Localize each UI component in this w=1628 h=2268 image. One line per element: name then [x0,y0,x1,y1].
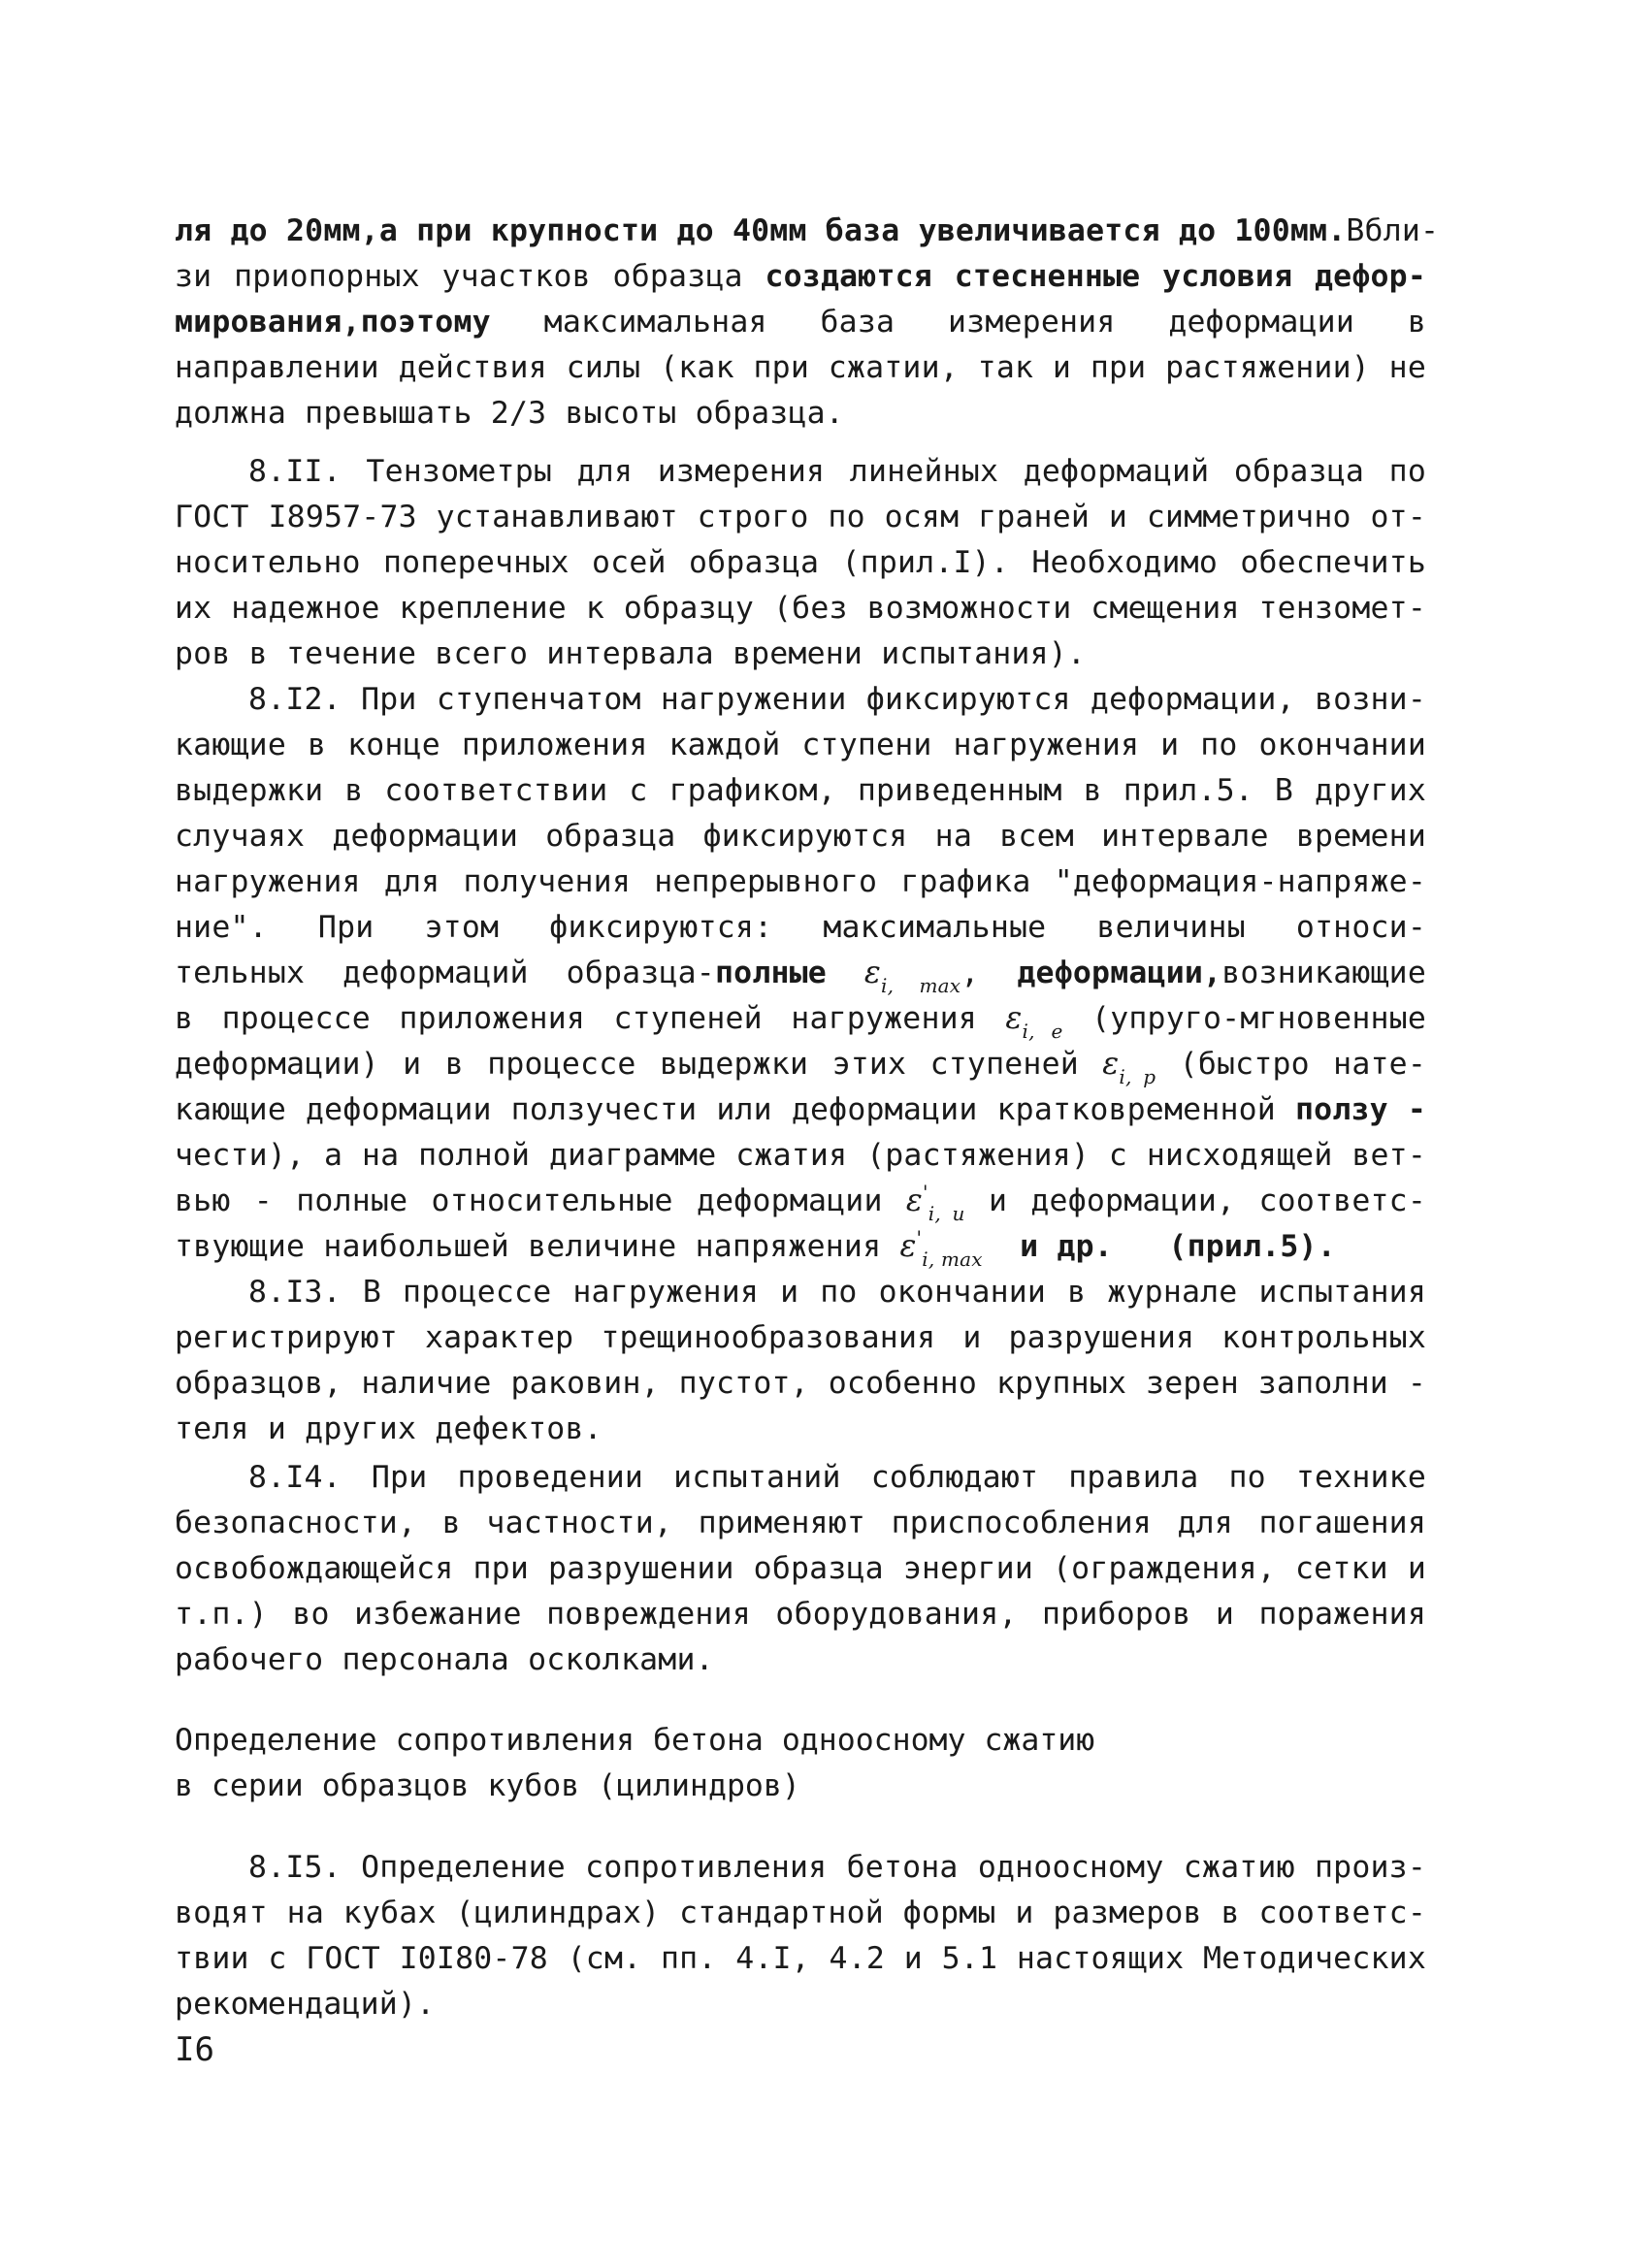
epsilon-glyph: ε [905,1183,924,1218]
epsilon-glyph: ε [1102,1047,1120,1082]
text-line [175,1224,1426,1272]
text-line: рабочего персонала осколками. [175,1642,714,1677]
text-line: ние". При этом фиксируются: максимальные величины относи- [175,910,1426,945]
text-line: теля и других дефектов. [175,1411,602,1446]
text-line [175,996,1426,1044]
text-line: рекомендаций). [175,1987,436,2022]
text-line: нагружения для получения непрерывного графика "деформация-напряже- [175,864,1426,899]
epsilon-symbol [899,1226,983,1271]
text-line: безопасности, в частности, применяют приспособления для погашения [175,1506,1426,1540]
text-line: образцов, наличие раковин, пустот, особенно крупных зерен заполни - [175,1366,1426,1401]
text-fragment: максимальная база измерения деформации в [543,305,1426,340]
epsilon-symbol [863,956,961,997]
text-line: чести), а на полной диаграмме сжатия (растяжения) с нисходящей вет- [175,1138,1426,1173]
text-fragment: в процессе приложения ступеней нагружения [175,1001,977,1036]
text-line: 8.II. Тензометры для измерения линейных деформаций образца по [248,454,1426,489]
superscript: ' [923,1181,928,1204]
text-line: 8.I3. В процессе нагружения и по окончании в журнале испытания [248,1275,1426,1310]
subscript: i, u [928,1202,965,1225]
text-line: направлении действия силы (как при сжатии, так и при растяжении) не [175,350,1426,385]
epsilon-symbol [905,1181,965,1225]
epsilon-symbol [1005,1001,1063,1043]
text-line: случаях деформации образца фиксируются на всем интервале времени [175,819,1426,854]
text-line: 8.I2. При ступенчатом нагружении фиксируются деформации, возни- [248,682,1426,717]
text-fragment: Вбли- [1346,213,1440,248]
text-line: регистрируют характер трещинообразования и разрушения контрольных [175,1320,1426,1355]
subscript: i, max [881,974,961,997]
text-line [175,1179,1426,1226]
subscript: i, p [1119,1065,1156,1088]
text-line: 8.I5. Определение сопротивления бетона одноосному сжатию произ- [248,1850,1426,1885]
text-fragment: , [961,956,980,990]
text-fragment: (прил.5). [1168,1229,1336,1264]
section-heading-line: в серии образцов кубов (цилиндров) [175,1768,800,1803]
epsilon-symbol [1102,1047,1156,1088]
text-fragment: деформации, [1017,956,1222,990]
subscript: i, max [922,1247,983,1271]
text-fragment: и деформации, соответс- [988,1183,1426,1218]
text-line [175,300,1426,344]
text-fragment: 20мм,а при крупности до 40мм база увеличивается до 100мм. [286,213,1347,248]
text-line: ров в течение всего интервала времени испытания). [175,636,1087,671]
text-line [175,951,1426,998]
text-line [175,209,1440,253]
text-fragment: ползу - [1294,1092,1426,1127]
text-line: должна превышать 2/3 высоты образца. [175,396,844,431]
text-fragment: кающие деформации ползучести или деформации кратковременной [175,1092,1295,1127]
text-fragment: (быстро нате- [1179,1047,1426,1082]
text-fragment: создаются стесненные условия дефор- [765,259,1426,294]
section-heading-line: Определение сопротивления бетона одноосному сжатию [175,1723,1095,1758]
text-line: водят на кубах (цилиндрах) стандартной формы и размеров в соответс- [175,1895,1426,1930]
subscript: i, e [1022,1020,1063,1043]
text-line: носительно поперечных осей образца (прил.I). Необходимо обеспечить [175,545,1426,580]
text-line: ГОСТ I8957-73 устанавливают строго по осям граней и симметрично от- [175,500,1426,535]
epsilon-glyph: ε [863,956,882,990]
text-fragment: зи приопорных участков образца [175,259,765,294]
page-number: I6 [175,2030,214,2069]
text-fragment: тельных деформаций образца- [175,956,715,990]
epsilon-glyph: ε [1005,1001,1023,1036]
text-line: твии с ГОСТ I0I80-78 (см. пп. 4.I, 4.2 и 5.1 настоящих Методических [175,1941,1426,1976]
epsilon-glyph: ε [899,1229,917,1264]
text-line [175,254,1426,299]
text-line: освобождающейся при разрушении образца энергии (ограждения, сетки и [175,1551,1426,1586]
text-line [175,1087,1426,1132]
text-line: 8.I4. При проведении испытаний соблюдают правила по технике [248,1460,1426,1495]
text-fragment: и др. [1020,1229,1113,1264]
text-fragment: твующие наибольшей величине напряжения [175,1229,882,1264]
text-line: их надежное крепление к образцу (без возможности смещения тензомет- [175,591,1426,626]
text-line: кающие в конце приложения каждой ступени нагружения и по окончании [175,728,1426,762]
text-fragment: мирования,поэтому [175,305,491,340]
text-fragment: вью - полные относительные деформации [175,1183,883,1218]
text-line: т.п.) во избежание повреждения оборудования, приборов и поражения [175,1597,1426,1632]
text-fragment: полные [714,956,827,990]
text-line: выдержки в соответствии с графиком, приведенным в прил.5. В других [175,773,1426,808]
text-fragment: ля до [175,213,286,248]
text-line [175,1042,1426,1089]
superscript: ' [916,1226,923,1249]
text-fragment: деформации) и в процессе выдержки этих ступеней [175,1047,1079,1082]
text-fragment: возникающие [1221,956,1427,990]
text-fragment: (упруго-мгновенные [1091,1001,1426,1036]
